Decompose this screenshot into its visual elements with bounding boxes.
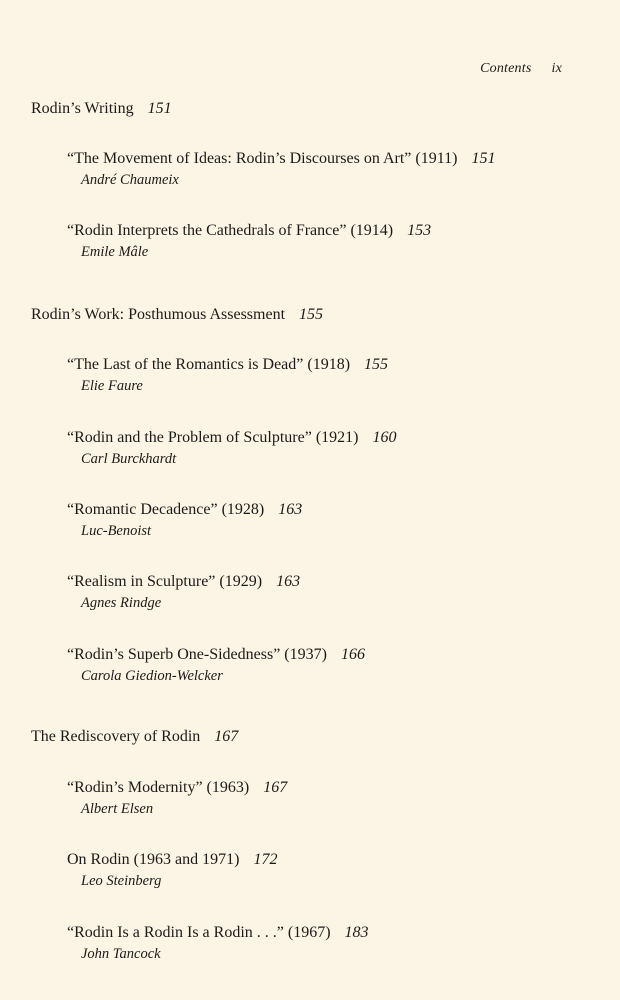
section-heading (31, 728, 238, 746)
entry-title: On Rodin (1963 and 1971) (67, 851, 240, 868)
entry-title: “Realism in Sculpture” (1929) (67, 573, 263, 590)
toc-entry (67, 924, 369, 963)
section-title: Rodin’s Writing (31, 100, 134, 117)
entry-author: Elie Faure (81, 378, 143, 394)
entry-author: John Tancock (81, 946, 161, 962)
entry-page-number: 183 (344, 924, 369, 941)
entry-author: Carl Burckhardt (81, 451, 177, 467)
toc-entry (67, 851, 277, 890)
entry-page-number: 155 (364, 356, 389, 373)
running-head-page-number: ix (551, 61, 562, 76)
entry-title: “Rodin’s Modernity” (1963) (67, 779, 250, 796)
entry-title: “The Movement of Ideas: Rodin’s Discourses on Art” (1911) (67, 150, 458, 167)
entry-author: Emile Mâle (81, 244, 149, 260)
entry-author: Leo Steinberg (81, 873, 162, 889)
entry-page-number: 167 (263, 779, 288, 796)
entry-author: Agnes Rindge (81, 595, 162, 611)
entry-author: Luc-Benoist (81, 523, 152, 539)
entry-author: Carola Giedion-Welcker (81, 668, 223, 684)
section-page-number: 151 (147, 100, 172, 117)
section-page-number: 155 (299, 306, 324, 323)
section-heading (31, 306, 323, 324)
entry-page-number: 163 (278, 501, 303, 518)
entry-page-number: 163 (276, 573, 301, 590)
entry-title: “Rodin’s Superb One-Sidedness” (1937) (67, 646, 327, 663)
toc-entry (67, 646, 365, 685)
running-head (0, 61, 562, 77)
toc-entry (67, 222, 431, 261)
entry-author: André Chaumeix (81, 172, 179, 188)
entry-page-number: 166 (340, 646, 365, 663)
toc-entry (67, 779, 287, 818)
entry-page-number: 153 (407, 222, 432, 239)
toc-entry (67, 150, 495, 189)
section-title: The Rediscovery of Rodin (31, 728, 201, 745)
entry-title: “Romantic Decadence” (1928) (67, 501, 265, 518)
toc-entry (67, 501, 302, 540)
toc-entry (67, 356, 388, 395)
entry-title: “Rodin and the Problem of Sculpture” (1921) (67, 429, 359, 446)
entry-title: “The Last of the Romantics is Dead” (1918) (67, 356, 351, 373)
toc-entry (67, 429, 397, 468)
entry-page-number: 172 (253, 851, 278, 868)
running-head-title: Contents (480, 61, 532, 76)
section-heading (31, 100, 172, 118)
section-title: Rodin’s Work: Posthumous Assessment (31, 306, 286, 323)
toc-entry (67, 573, 300, 612)
entry-page-number: 151 (471, 150, 496, 167)
entry-page-number: 160 (372, 429, 397, 446)
entry-title: “Rodin Interprets the Cathedrals of France” (1914) (67, 222, 394, 239)
entry-title: “Rodin Is a Rodin Is a Rodin . . .” (1967) (67, 924, 331, 941)
section-page-number: 167 (214, 728, 239, 745)
entry-author: Albert Elsen (81, 801, 154, 817)
